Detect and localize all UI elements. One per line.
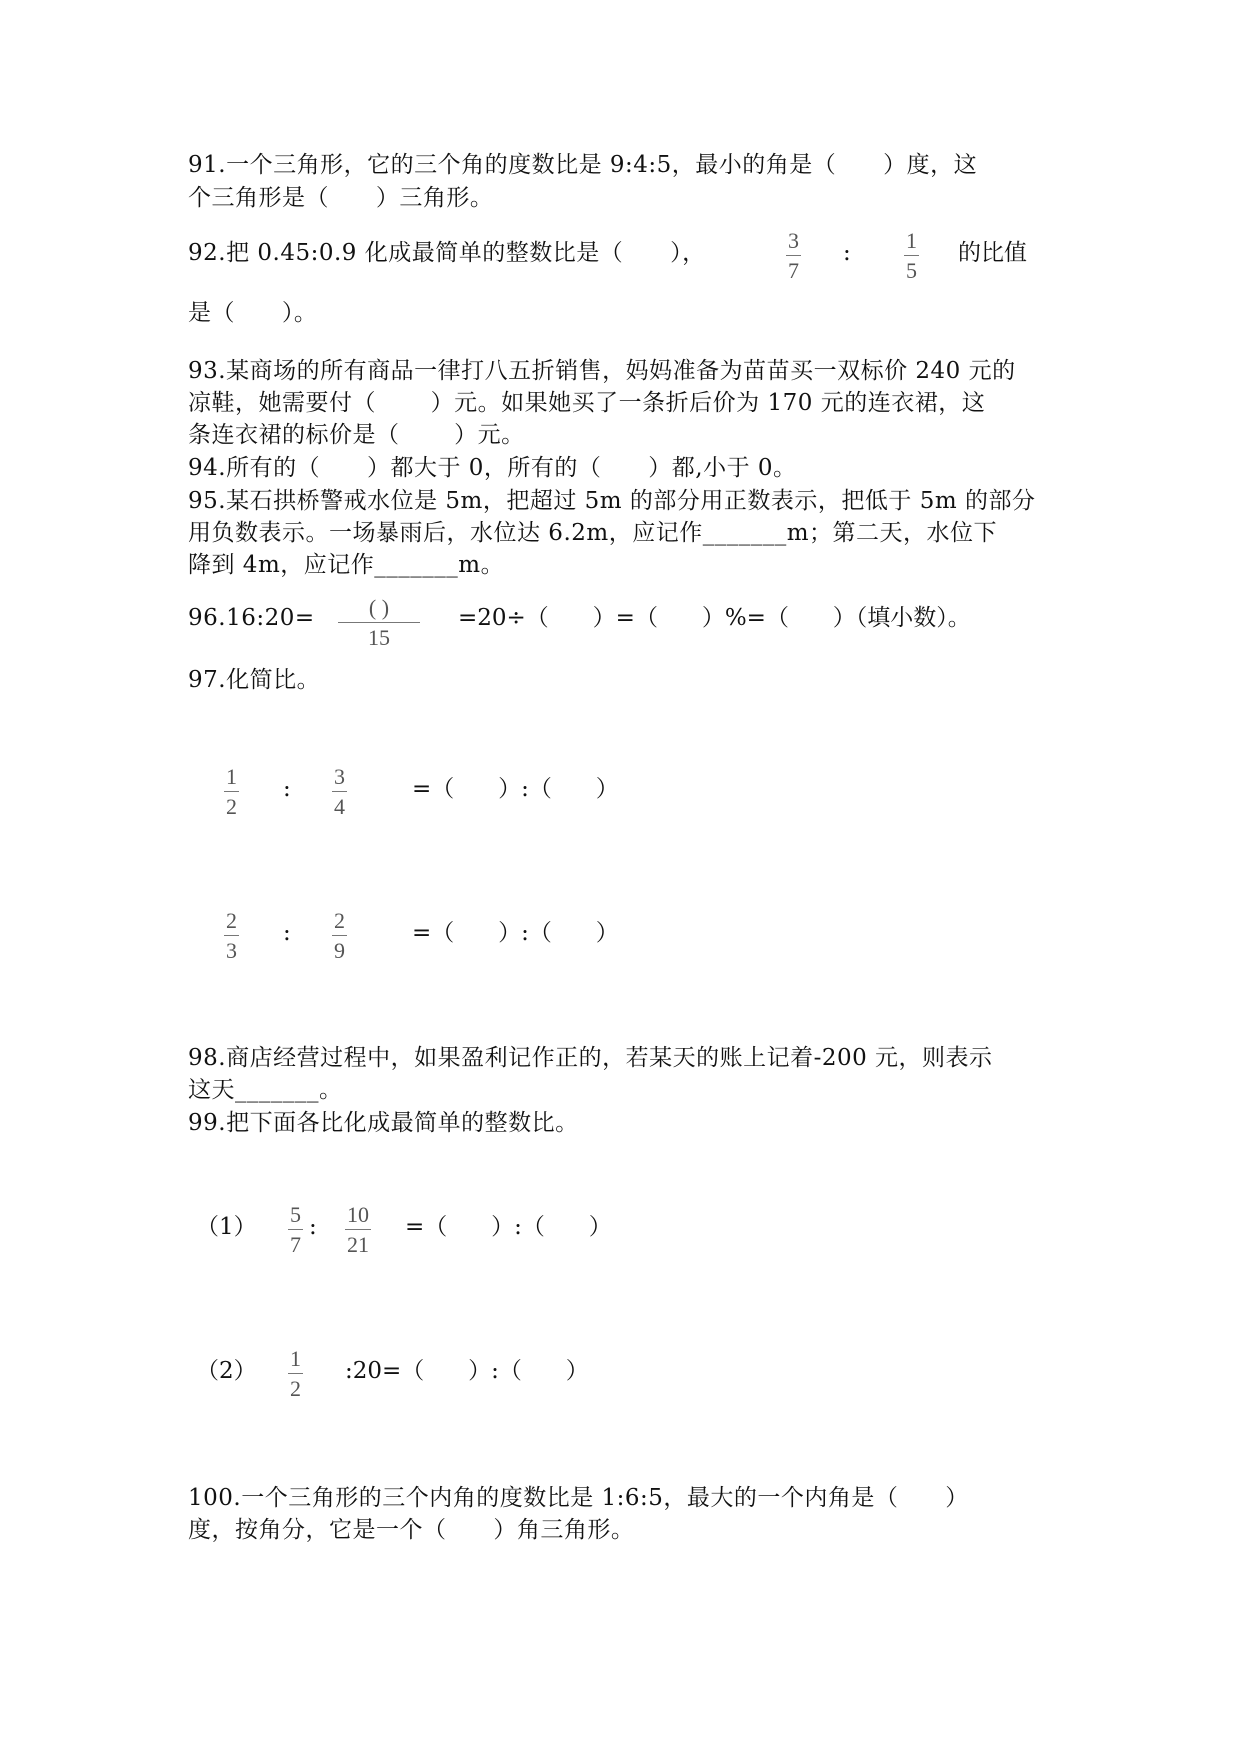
q96-part2: =20÷（ ）=（ ）%=（ ）（填小数）。 [458,605,971,631]
q91-line2: 个三角形是（ ）三角形。 [188,185,494,211]
fraction-numerator: ( ) [368,595,390,620]
fraction-denominator: 21 [347,1232,369,1257]
q93-line2: 凉鞋，她需要付（ ）元。如果她买了一条折后价为 170 元的连衣裙，这 [188,390,986,416]
fraction-numerator: 2 [226,908,237,933]
q97-title: 97.化简比。 [188,667,321,693]
fraction-numerator: 1 [290,1346,301,1371]
q98-line1: 98.商店经营过程中，如果盈利记作正的，若某天的账上记着-200 元，则表示 [188,1045,993,1071]
fraction-numerator: 1 [906,228,917,253]
q93-line1: 93.某商场的所有商品一律打八五折销售，妈妈准备为苗苗买一双标价 240 元的 [188,358,1016,384]
q96-part1: 96.16:20= [188,605,315,631]
fraction-bar [288,1229,303,1230]
q96-fraction-blank-15 [338,595,420,651]
q92-fraction-1-5 [904,228,919,284]
fraction-numerator: 1 [226,764,237,789]
q99-title: 99.把下面各比化成最简单的整数比。 [188,1110,579,1136]
fraction-numerator: 10 [347,1202,369,1227]
q97-row2-colon: : [283,920,291,946]
q97-row1-answer: =（ ）:（ ） [412,776,619,802]
fraction-bar [338,622,420,623]
fraction-denominator: 7 [788,258,799,283]
q95-line3: 降到 4m，应记作_______m。 [188,552,505,578]
q95-line1: 95.某石拱桥警戒水位是 5m，把超过 5m 的部分用正数表示，把低于 5m 的部分 [188,488,1036,514]
fraction-numerator: 2 [334,908,345,933]
fraction-bar [904,255,919,256]
fraction-denominator: 2 [226,794,237,819]
fraction-numerator: 3 [334,764,345,789]
q99-row1-label: （1） [196,1214,257,1240]
fraction-numerator: 3 [788,228,799,253]
q97-row2-answer: =（ ）:（ ） [412,920,619,946]
q95-line2: 用负数表示。一场暴雨后，水位达 6.2m，应记作_______m；第二天，水位下 [188,520,998,546]
q97-row1-colon: : [283,776,291,802]
q97-row2-fraction-b [332,908,347,964]
fraction-denominator: 15 [368,625,390,650]
q92-fraction-3-7 [786,228,801,284]
q99-row1-fraction-b [345,1202,371,1258]
q99-row2-label: （2） [196,1358,257,1384]
q100-line1: 100.一个三角形的三个内角的度数比是 1:6:5，最大的一个内角是（ ） [188,1485,969,1511]
q99-row1-answer: =（ ）:（ ） [405,1214,612,1240]
fraction-bar [224,791,239,792]
q94-line1: 94.所有的（ ）都大于 0，所有的（ ）都,小于 0。 [188,455,797,481]
fraction-bar [332,791,347,792]
fraction-denominator: 4 [334,794,345,819]
fraction-denominator: 9 [334,938,345,963]
q99-row2-answer: :20=（ ）:（ ） [345,1358,589,1384]
fraction-bar [332,935,347,936]
fraction-bar [345,1229,371,1230]
q98-line2: 这天_______。 [188,1077,343,1103]
q92-part2: 的比值 [958,240,1027,266]
fraction-numerator: 5 [290,1202,301,1227]
fraction-denominator: 7 [290,1232,301,1257]
fraction-bar [786,255,801,256]
fraction-bar [224,935,239,936]
q99-row2-fraction-a [288,1346,303,1402]
q100-line2: 度，按角分，它是一个（ ）角三角形。 [188,1517,635,1543]
fraction-denominator: 3 [226,938,237,963]
q93-line3: 条连衣裙的标价是（ ）元。 [188,422,525,448]
q97-row1-fraction-b [332,764,347,820]
q97-row2-fraction-a [224,908,239,964]
q97-row1-fraction-a [224,764,239,820]
fraction-bar [288,1373,303,1374]
q91-line1: 91.一个三角形，它的三个角的度数比是 9:4:5，最小的角是（ ）度，这 [188,152,978,178]
fraction-denominator: 2 [290,1376,301,1401]
q92-line2: 是（ ）。 [188,300,318,326]
q99-row1-fraction-a [288,1202,303,1258]
q92-part1: 92.把 0.45:0.9 化成最简单的整数比是（ ）， [188,240,706,266]
q99-row1-colon: : [309,1214,317,1240]
fraction-denominator: 5 [906,258,917,283]
q92-colon: : [843,240,851,266]
